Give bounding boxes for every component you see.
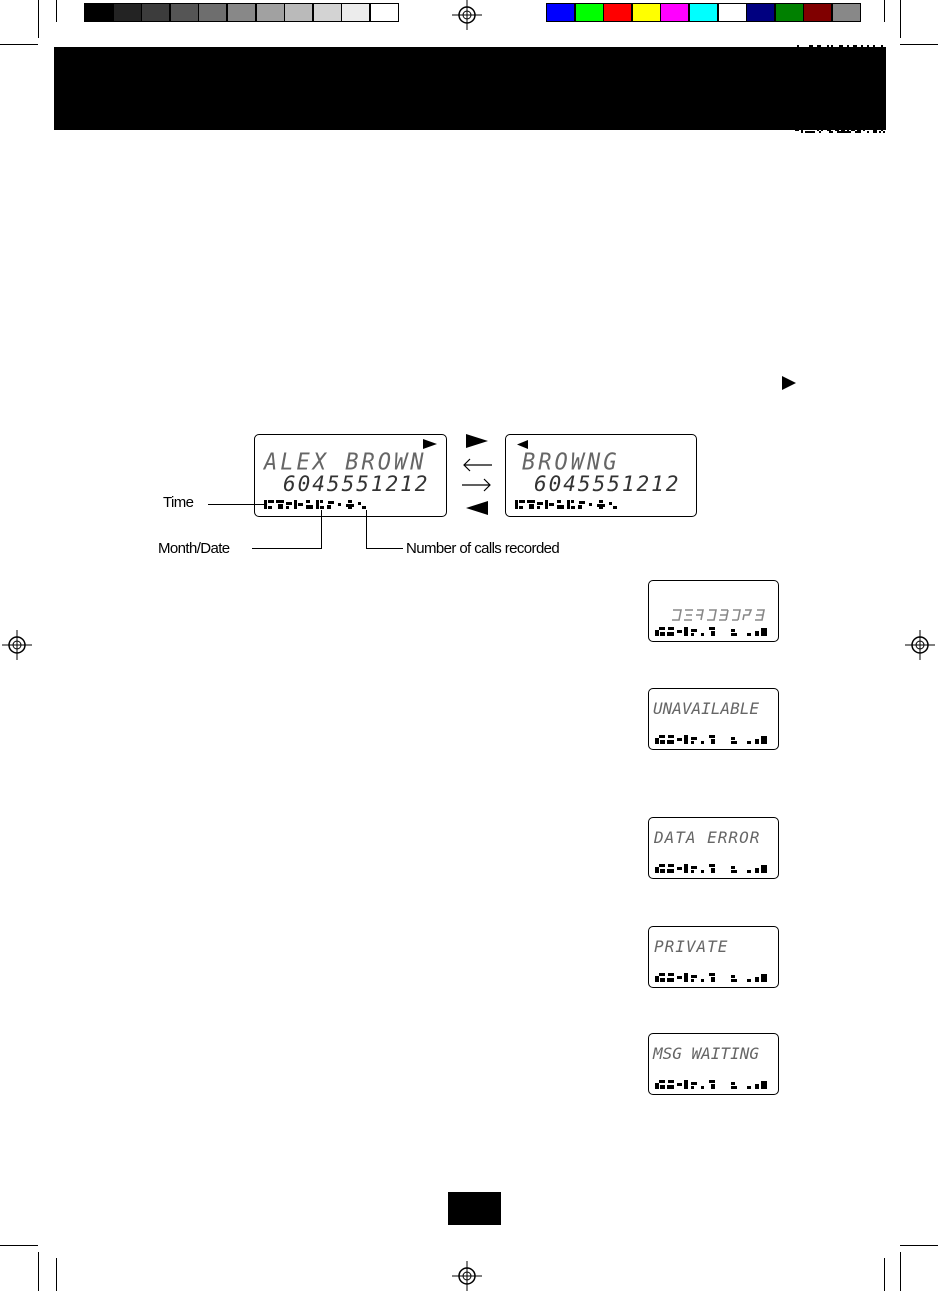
lcd-caller-name: BROWNG <box>522 449 620 476</box>
lcd-message-text: UNAVAILABLE <box>653 699 759 718</box>
lcd-status-row <box>655 625 775 637</box>
callout-calls-line-v <box>366 510 367 549</box>
color-swatch <box>603 3 632 22</box>
lcd-caller-number: 6045551212 <box>534 472 681 496</box>
callout-month-date-label: Month/Date <box>158 540 230 557</box>
color-swatch <box>746 3 775 22</box>
lcd-status-row <box>655 1078 775 1090</box>
right-arrow-icon <box>423 439 437 449</box>
page-number-box <box>448 1192 501 1225</box>
gray-swatch <box>341 3 370 22</box>
registration-mark-bottom <box>452 1261 482 1291</box>
callout-month-date-line-v <box>321 510 322 549</box>
lcd-status-row <box>655 733 775 745</box>
color-swatch <box>689 3 718 22</box>
registration-mark-right <box>905 630 935 660</box>
lcd-message-2 <box>648 688 779 750</box>
lcd-caller-number: 6045551212 <box>283 472 430 496</box>
header-band <box>54 47 886 130</box>
color-swatch <box>832 3 861 22</box>
right-arrow-icon <box>462 478 492 492</box>
lcd-display-left <box>254 434 447 517</box>
lcd-caller-name: ALEX BROWN <box>264 449 427 476</box>
lcd-status-row <box>655 971 775 983</box>
lcd-message-1 <box>648 580 779 642</box>
lcd-status-row <box>655 862 775 874</box>
lcd-message-4 <box>648 926 779 988</box>
color-swatch <box>660 3 689 22</box>
lcd-display-right <box>505 434 697 517</box>
color-swatch <box>803 3 832 22</box>
color-swatch <box>718 3 747 22</box>
color-swatch <box>775 3 804 22</box>
callout-time-label: Time <box>163 494 194 511</box>
lcd-message-text: PRIVATE <box>654 937 729 956</box>
gray-swatch <box>313 3 342 22</box>
lcd-scrambled-text <box>671 607 775 623</box>
gray-swatch <box>198 3 227 22</box>
right-arrow-icon <box>466 434 488 448</box>
gray-swatch <box>170 3 199 22</box>
color-swatch <box>546 3 575 22</box>
lcd-message-5 <box>648 1033 779 1095</box>
lcd-message-text: MSG WAITING <box>653 1044 759 1063</box>
lcd-status-row <box>264 498 374 511</box>
callout-calls-line-h <box>366 548 403 549</box>
gray-swatch <box>84 3 113 22</box>
gray-swatch <box>141 3 170 22</box>
gray-swatch <box>227 3 256 22</box>
lcd-message-text: DATA ERROR <box>654 828 761 847</box>
gray-swatch <box>370 3 399 22</box>
qr-code-icon <box>795 45 885 133</box>
left-arrow-icon <box>466 501 488 515</box>
registration-mark-left <box>2 630 32 660</box>
callout-calls-label: Number of calls recorded <box>406 540 560 557</box>
color-swatch <box>632 3 661 22</box>
left-arrow-icon <box>462 458 492 472</box>
left-arrow-icon <box>517 440 528 449</box>
color-swatch <box>575 3 604 22</box>
right-arrow-icon <box>781 375 797 391</box>
gray-swatch <box>284 3 313 22</box>
lcd-status-row <box>515 498 625 511</box>
callout-time-line <box>208 504 264 505</box>
gray-swatch <box>256 3 285 22</box>
gray-swatch <box>113 3 142 22</box>
registration-mark-top <box>452 0 482 30</box>
lcd-message-3 <box>648 817 779 879</box>
callout-month-date-line-h <box>252 548 322 549</box>
